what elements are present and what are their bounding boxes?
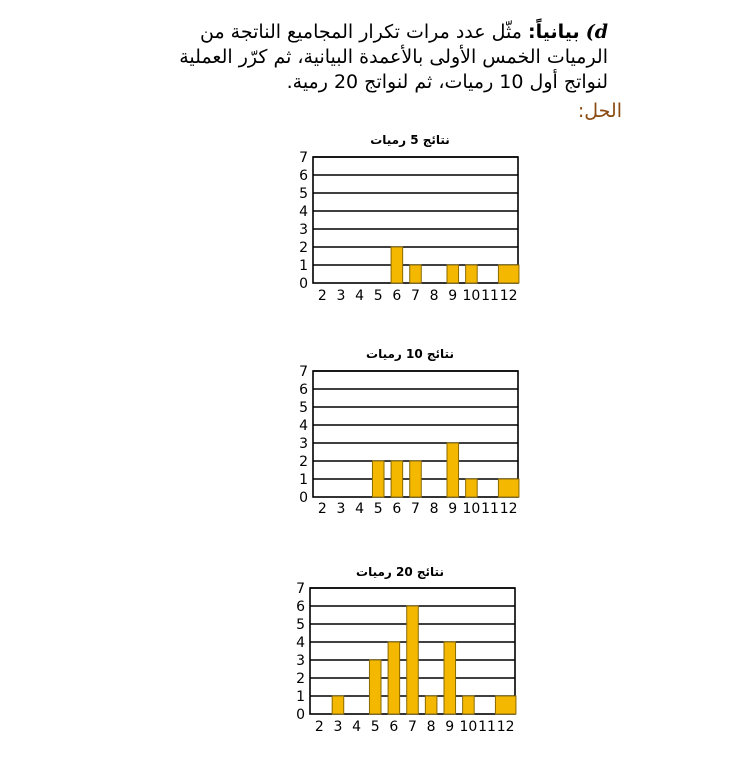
x-tick-label: 12 [499, 288, 518, 304]
bar-9 [444, 642, 456, 714]
x-tick-label: 10 [462, 288, 481, 304]
y-tick-label: 5 [299, 400, 308, 416]
y-tick-label: 3 [299, 222, 308, 238]
bar-7 [407, 606, 419, 714]
bar-8 [425, 696, 437, 714]
x-tick-label: 11 [478, 719, 496, 735]
x-tick-label: 4 [352, 719, 362, 735]
x-tick-label: 11 [481, 288, 499, 304]
x-tick-label: 9 [448, 501, 458, 517]
y-tick-label: 1 [296, 689, 305, 705]
x-tick-label: 3 [336, 288, 346, 304]
x-tick-label: 8 [429, 501, 439, 517]
bar-6 [388, 642, 400, 714]
y-tick-label: 6 [296, 599, 305, 615]
y-tick-label: 4 [299, 418, 308, 434]
x-tick-label: 6 [392, 288, 402, 304]
y-tick-label: 2 [299, 454, 308, 470]
bar-10 [463, 696, 475, 714]
chart-title: نتائج 10 رميات [366, 347, 454, 361]
x-tick-label: 12 [499, 501, 518, 517]
y-tick-label: 4 [296, 635, 305, 651]
x-tick-label: 5 [370, 719, 380, 735]
x-tick-label: 9 [448, 288, 458, 304]
chart-title: نتائج 20 رميات [356, 565, 444, 579]
x-tick-label: 3 [333, 719, 343, 735]
x-tick-label: 10 [459, 719, 478, 735]
y-tick-label: 5 [299, 186, 308, 202]
x-tick-label: 11 [481, 501, 499, 517]
x-tick-label: 2 [317, 288, 327, 304]
problem-text: مثّل عدد مرات تكرار المجاميع الناتجة من الرميات الخمس الأولى بالأعمدة البيانية، ثم كرّر العملية لنواتج أول 10 رميات، ثم لنواتج 20 رمية. [179, 21, 608, 93]
y-tick-label: 6 [299, 382, 308, 398]
x-tick-label: 6 [389, 719, 399, 735]
y-tick-label: 3 [296, 653, 305, 669]
y-tick-label: 7 [296, 581, 305, 597]
y-tick-label: 1 [299, 258, 308, 274]
x-tick-label: 8 [429, 288, 439, 304]
x-tick-label: 3 [336, 501, 346, 517]
y-tick-label: 0 [299, 490, 308, 506]
y-tick-label: 2 [299, 240, 308, 256]
x-tick-label: 4 [355, 501, 365, 517]
bar-3 [332, 696, 344, 714]
x-tick-label: 5 [373, 288, 383, 304]
y-tick-label: 7 [299, 364, 308, 380]
bar-12 [495, 696, 516, 714]
y-tick-label: 5 [296, 617, 305, 633]
x-tick-label: 4 [355, 288, 365, 304]
x-tick-label: 6 [392, 501, 402, 517]
x-tick-label: 2 [314, 719, 324, 735]
x-tick-label: 8 [426, 719, 436, 735]
y-tick-label: 1 [299, 472, 308, 488]
x-tick-label: 10 [462, 501, 481, 517]
x-tick-label: 5 [373, 501, 383, 517]
y-tick-label: 3 [299, 436, 308, 452]
y-tick-label: 0 [299, 276, 308, 292]
x-tick-label: 12 [496, 719, 515, 735]
x-tick-label: 9 [445, 719, 455, 735]
x-tick-label: 7 [408, 719, 417, 735]
problem-label: بيانياً: [528, 21, 580, 43]
y-tick-label: 6 [299, 168, 308, 184]
y-tick-label: 4 [299, 204, 308, 220]
y-tick-label: 2 [296, 671, 305, 687]
x-tick-label: 2 [317, 501, 327, 517]
chart-title: نتائج 5 رميات [370, 133, 450, 147]
bar-5 [369, 660, 381, 714]
x-tick-label: 7 [411, 501, 420, 517]
x-tick-label: 7 [411, 288, 420, 304]
solution-label: الحل: [577, 100, 622, 122]
problem-letter: d) [585, 21, 608, 43]
y-tick-label: 0 [296, 707, 305, 723]
y-tick-label: 7 [299, 150, 308, 166]
